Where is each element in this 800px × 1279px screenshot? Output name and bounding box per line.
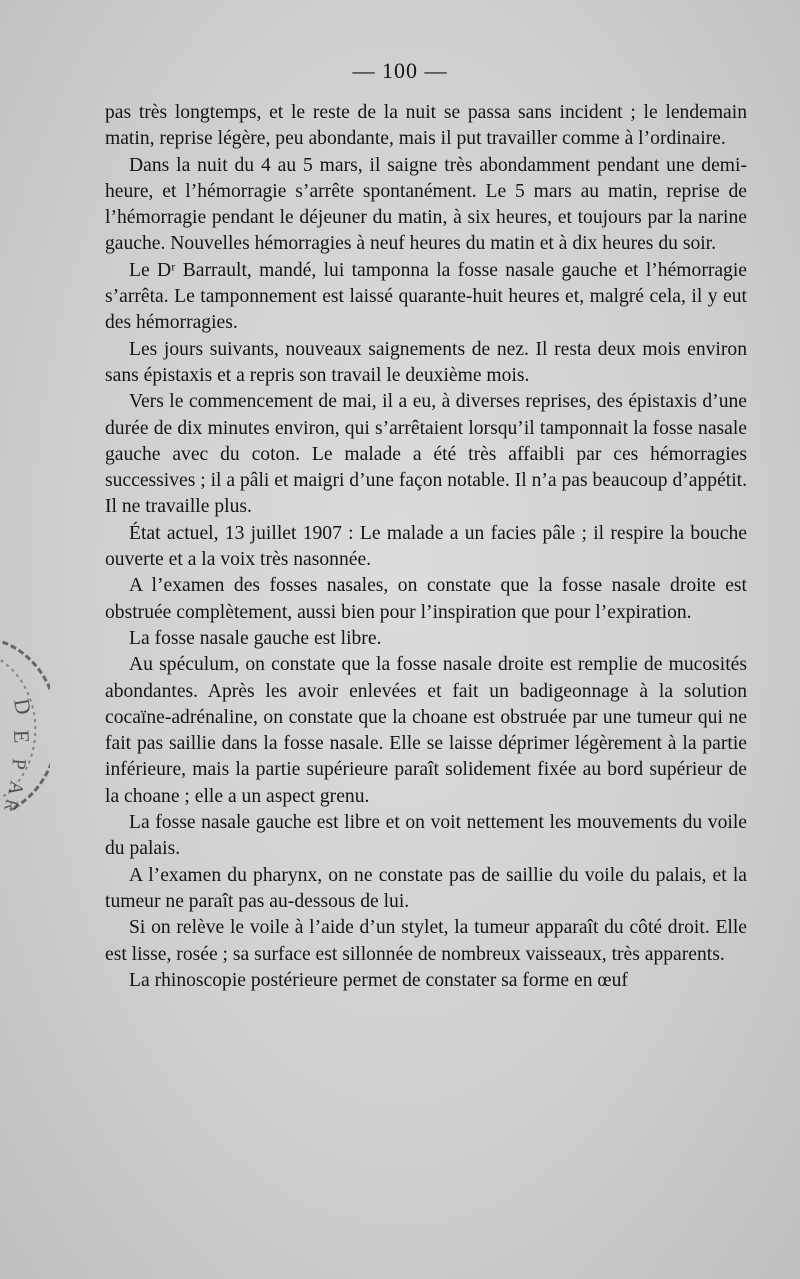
paragraph: La fosse nasale gauche est libre. <box>129 627 382 649</box>
svg-text:P: P <box>7 757 30 771</box>
paragraph: Dans la nuit du 4 au 5 mars, il saigne très abondamment pendant une demi-heure, et l’hémorragie s’arrête spontanément. Le 5 mars au matin, reprise de l’hémorragie pendant le déjeuner du matin, à six heures, et toujours par la narine gauche. Nouvelles hémorragies à neuf heures du matin et à dix heures du soir. <box>105 154 747 255</box>
paragraph: Si on relève le voile à l’aide d’un stylet, la tumeur apparaît du côté droit. Elle est lisse, rosée ; sa surface est sillonnée de nombreux vaisseaux, très apparents. <box>105 917 747 965</box>
svg-text:E: E <box>9 729 35 744</box>
svg-text:R: R <box>0 796 23 814</box>
paragraph: Le Dʳ Barrault, mandé, lui tamponna la fosse nasale gauche et l’hémorragie s’arrêta. Le tamponnement est laissé quarante-huit heures et, malgré cela, il y eut des hémorragies. <box>105 259 747 334</box>
paragraph: Au spéculum, on constate que la fosse nasale droite est remplie de mucosités abondantes. Après les avoir enlevées et fait un badigeonnage à la solution cocaïne-adrénaline, on constate que la choane est obstruée par une tumeur qui ne fait pas saillie dans la fosse nasale. Elle se laisse déprimer légèrement à la partie inférieure, mais la partie supérieure paraît solidement fixée au bord supérieur de la choane ; elle a un aspect grenu. <box>105 654 747 807</box>
paragraph: Vers le commencement de mai, il a eu, à diverses reprises, des épistaxis d’une durée de dix minutes environ, qui s’arrêtaient lorsqu’il tamponnait la fosse nasale gauche avec du coton. Le malade a été très affaibli par ces hémorragies successives ; il a pâli et maigri d’une façon notable. Il n’a pas beaucoup d’appétit. Il ne travaille plus. <box>105 391 748 518</box>
paragraph: pas très longtemps, et le reste de la nuit se passa sans incident ; le lendemain matin, reprise légère, peu abondante, mais il put travailler comme à l’ordinaire. <box>105 102 747 150</box>
library-stamp <box>0 630 50 820</box>
paragraph: A l’examen des fosses nasales, on constate que la fosse nasale droite est obstruée complètement, aussi bien pour l’inspiration que pour l’expiration. <box>105 575 747 623</box>
paragraph: La rhinoscopie postérieure permet de constater sa forme en œuf <box>129 969 628 991</box>
svg-text:D: D <box>9 696 37 717</box>
body-text <box>105 100 747 994</box>
paragraph: État actuel, 13 juillet 1907 : Le malade a un facies pâle ; il respire la bouche ouverte et a la voix très nasonnée. <box>105 522 747 571</box>
svg-text:A: A <box>3 779 28 798</box>
paragraph: Les jours suivants, nouveaux saignements de nez. Il resta deux mois environ sans épistaxis et a repris son travail le deuxième mois. <box>105 338 747 386</box>
page-number: — 100 — <box>352 58 448 83</box>
paragraph: La fosse nasale gauche est libre et on voit nettement les mouvements du voile du palais. <box>105 812 747 860</box>
paragraph: A l’examen du pharynx, on ne constate pas de saillie du voile du palais, et la tumeur ne paraît pas au-dessous de lui. <box>105 864 747 912</box>
